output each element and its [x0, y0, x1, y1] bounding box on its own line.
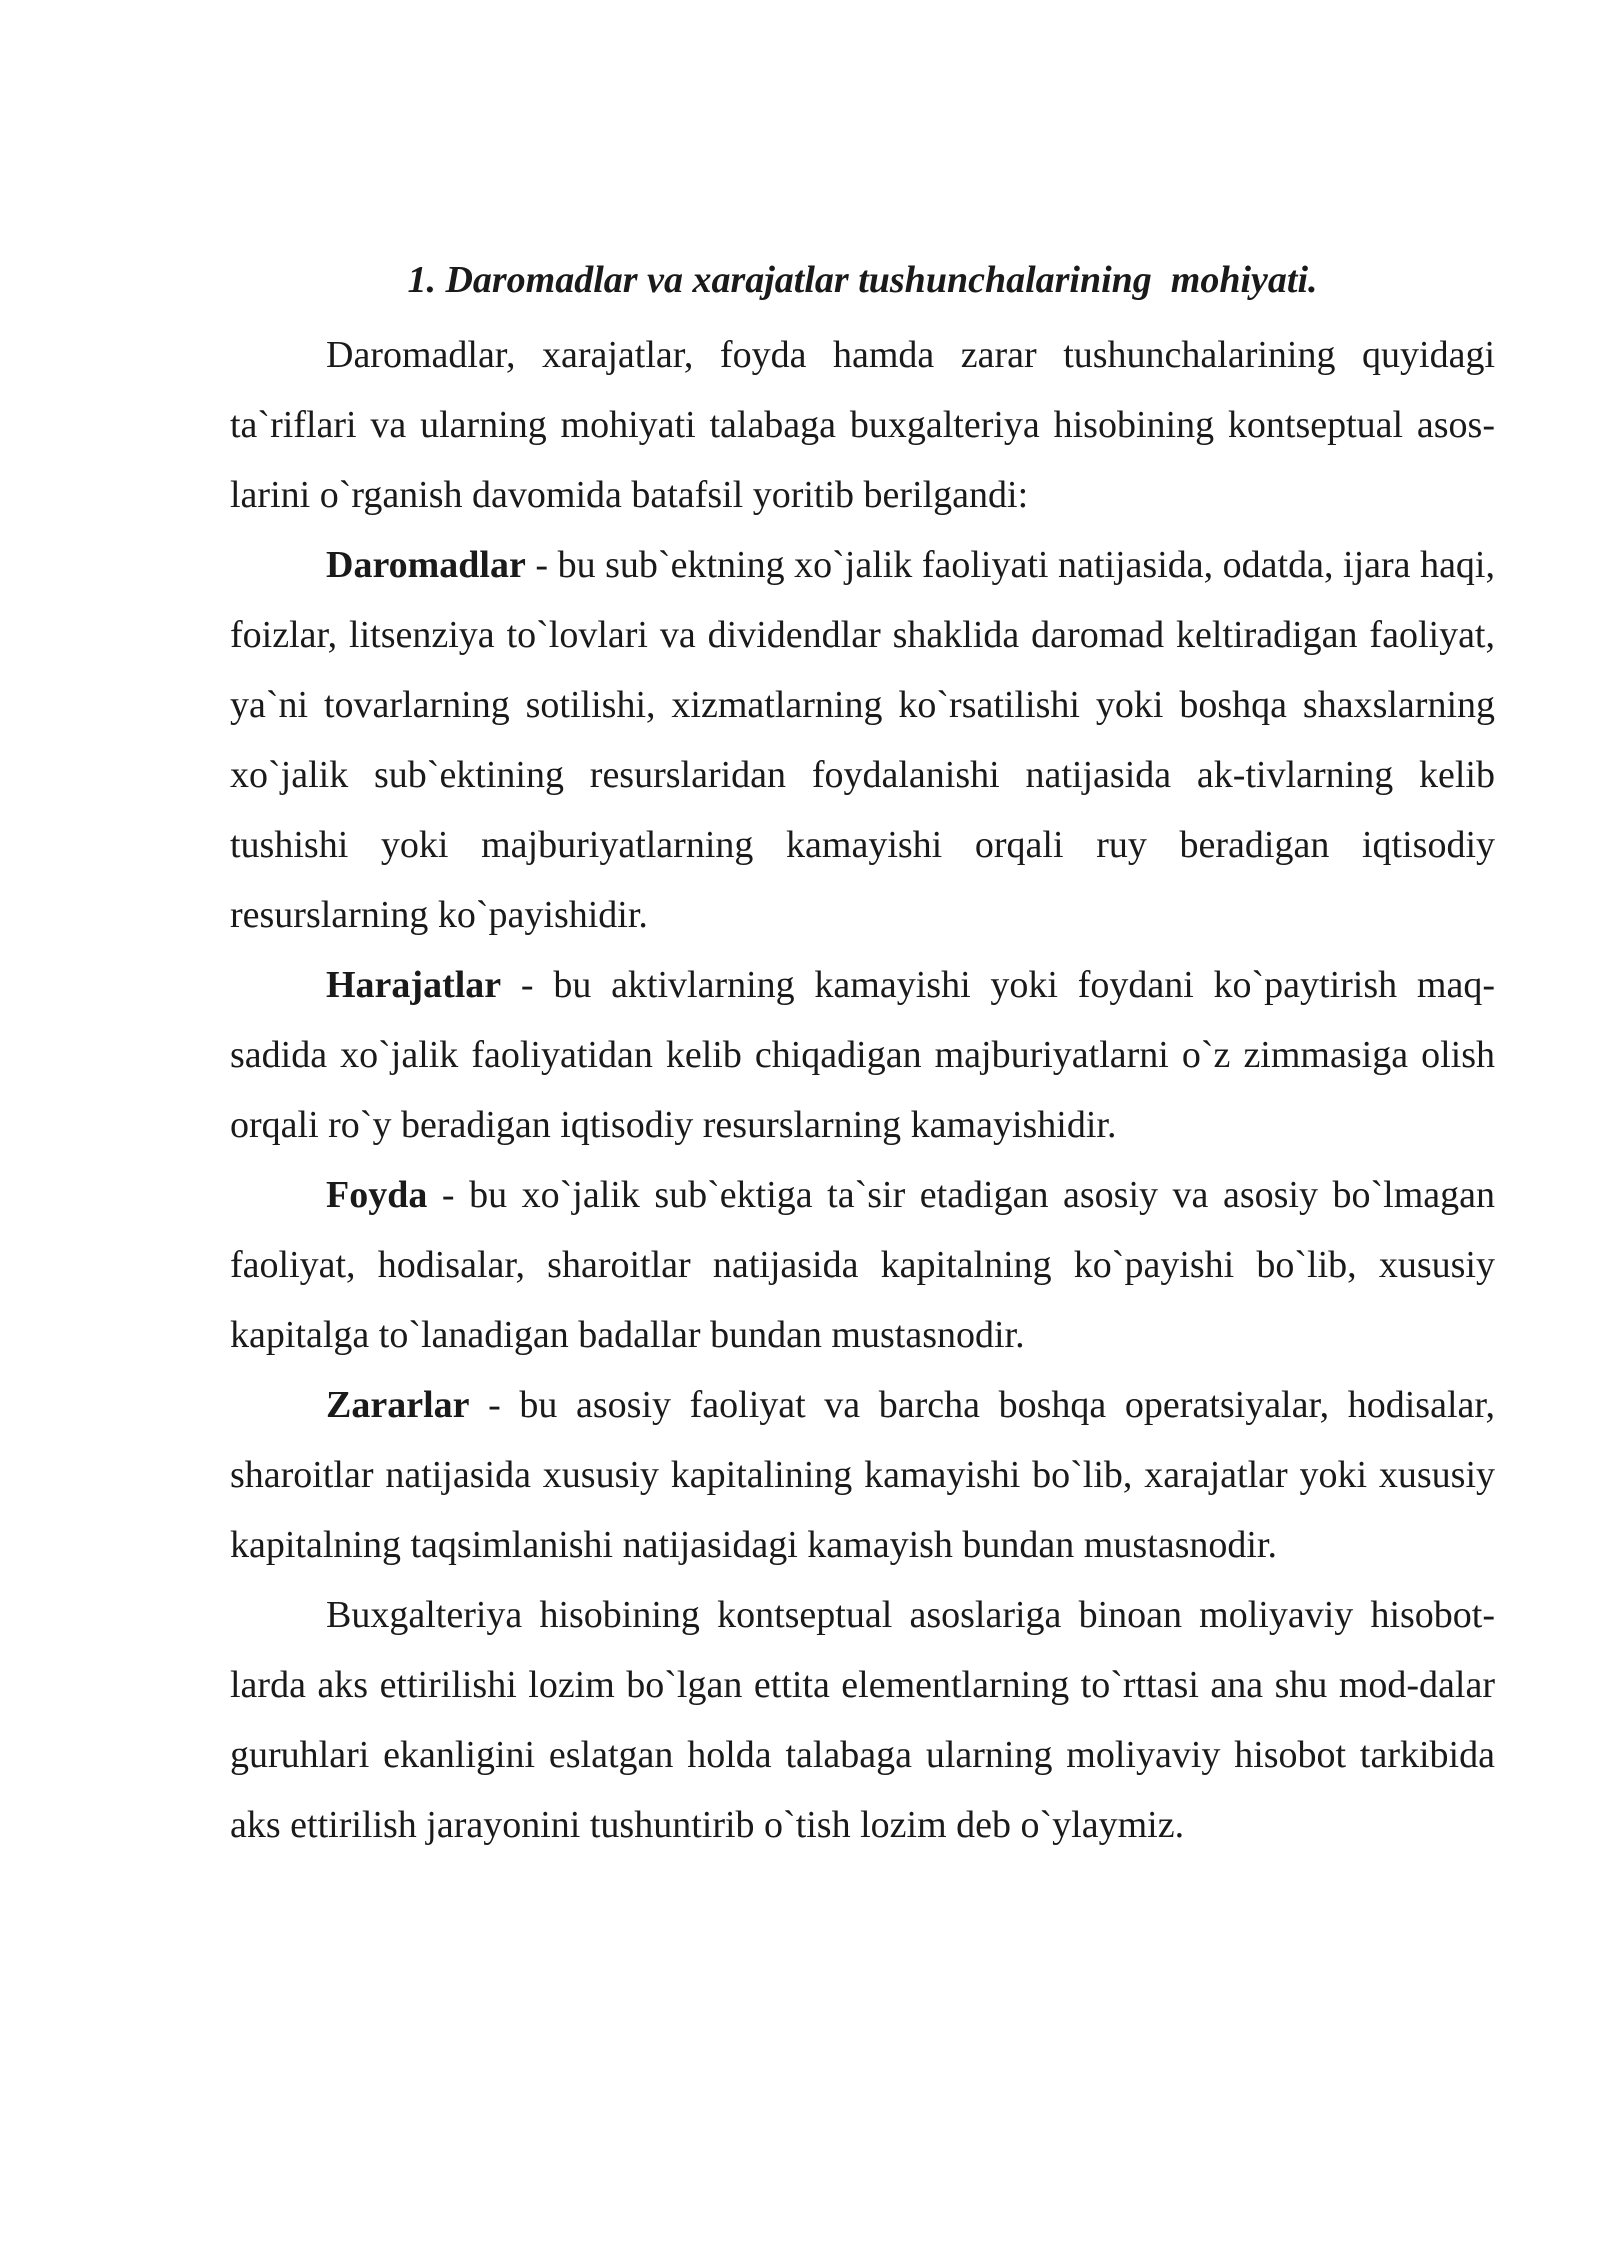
- definition-term: Zararlar: [326, 1384, 470, 1426]
- definition-term: Harajatlar: [326, 964, 502, 1006]
- document-body: [230, 250, 1495, 1860]
- definition-term: Foyda: [326, 1174, 428, 1216]
- definition-text: - bu xo`jalik sub`ektiga ta`sir etadigan asosiy va asosiy bo`lmagan faoliyat, hodisalar, sharoitlar natijasida kapitalning ko`payishi bo`lib, xususiy kapitalga to`lanadigan badallar bundan mustasnodir.: [230, 1174, 1495, 1356]
- closing-paragraph: Buxgalteriya hisobining kontseptual asoslariga binoan moliyaviy hisobot-larda aks ettirilishi lozim bo`lgan ettita elementlarning to`rttasi ana shu mod-dalar guruhlari ekanligini eslatgan holda talabaga ularning moliyaviy hisobot tarkibida aks ettirilish jarayonini tushuntirib o`tish lozim deb o`ylaymiz.: [230, 1594, 1495, 1846]
- definition-paragraph-harajatlar: [230, 950, 1495, 1160]
- definition-term: Daromadlar: [326, 544, 526, 586]
- definition-text: - bu asosiy faoliyat va barcha boshqa operatsiyalar, hodisalar, sharoitlar natijasida xususiy kapitalining kamayishi bo`lib, xarajatlar yoki xususiy kapitalning taqsimlanishi natijasidagi kamayish bundan mustasnodir.: [230, 1384, 1495, 1566]
- section-heading: 1. Daromadlar va xarajatlar tushunchalarining mohiyati.: [407, 259, 1318, 301]
- definition-paragraph-zararlar: [230, 1370, 1495, 1580]
- definition-text: - bu sub`ektning xo`jalik faoliyati natijasida, odatda, ijara haqi, foizlar, litsenziya to`lovlari va dividendlar shaklida daromad keltiradigan faoliyat, ya`ni tovarlarning sotilishi, xizmatlarning ko`rsatilishi yoki boshqa shaxslarning xo`jalik sub`ektining resurslaridan foydalanishi natijasida ak-tivlarning kelib tushishi yoki majburiyatlarning kamayishi orqali ruy beradigan iqtisodiy resurslarning ko`payishidir.: [230, 544, 1495, 936]
- definition-text: - bu aktivlarning kamayishi yoki foydani ko`paytirish maq-sadida xo`jalik faoliyatidan kelib chiqadigan majburiyatlarni o`z zimmasiga olish orqali ro`y beradigan iqtisodiy resurslarning kamayishidir.: [230, 964, 1495, 1146]
- definition-paragraph-daromadlar: [230, 530, 1495, 950]
- intro-paragraph: Daromadlar, xarajatlar, foyda hamda zarar tushunchalarining quyidagi ta`riflari va ularning mohiyati talabaga buxgalteriya hisobining kontseptual asos-larini o`rganish davomida batafsil yoritib berilgandi:: [230, 334, 1495, 516]
- definition-paragraph-foyda: [230, 1160, 1495, 1370]
